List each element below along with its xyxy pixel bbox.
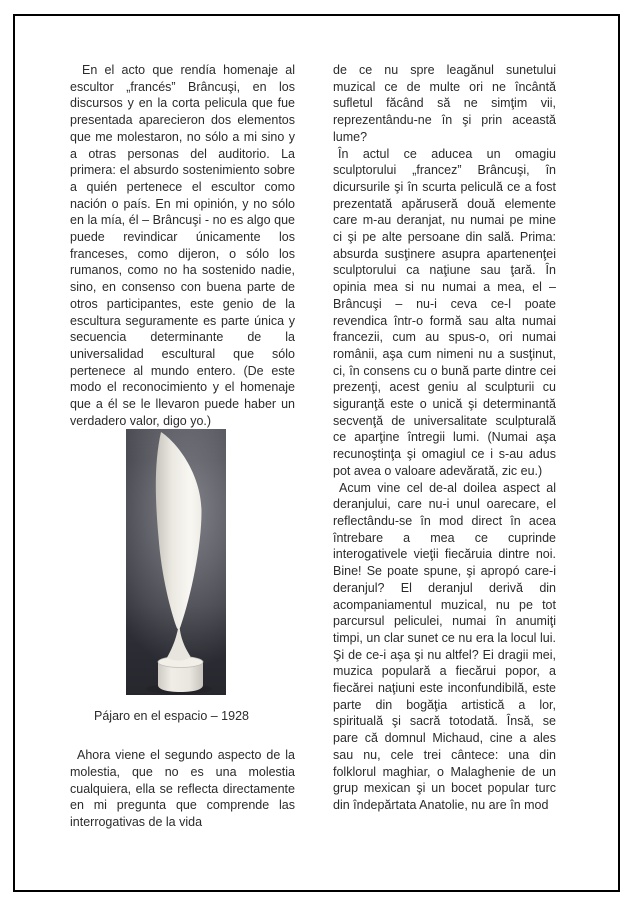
paragraph-spanish-1: En el acto que rendía homenaje al escultor „francés” Brâncuşi, en los discursos y en la corta pelicula que fue presentada aparecieron dos elementos que me molestaron, no sólo a mi sino y a otras personas del auditorio. La primera: el absurdo sostenimiento sobre a quién pertenece el escultor como nación o país. En mi opinión, y no sólo en la mía, él – Brâncuşi - no es algo que puede revindicar únicamente los franceses, como dijeron, o sólo los rumanos, como no ha sostenido nadie, sino, en consenso con buena parte de otros participantes, este genio de la escultura seguramente es parte única y secuencia determinante de la universalidad escultural que sólo pertenece al mundo entero. (De este modo el reconocimiento y el homenaje que a él se le llevaron puede haber un verdadero valor, digo yo.) [70, 63, 295, 428]
paragraph-spanish-2: Ahora viene el segundo aspecto de la molestia, que no es una molestia cualquiera, ella se reflecta directamente en mi pregunta que comprende las interrogativas de la vida [70, 748, 295, 829]
paragraph-romanian-1: de ce nu spre leagănul sunetului muzical ce de multe ori ne încântă sufletul făcând să ne simţim vii, reprezentându-ne în şi prin această lume? [333, 63, 556, 144]
sculpture-photo [126, 429, 226, 695]
left-column [70, 62, 295, 831]
sculpture-blade [156, 432, 202, 629]
right-column [333, 62, 556, 831]
paragraph-romanian-2: În actul ce aducea un omagiu sculptorului „francez” Brâncuşi, în dicursurile şi în scurta peliculă ce a fost prezentată apăruseră două elemente care m-au deranjat, nu numai pe mine ci şi pe alte persoane din sală. Prima: absurda susţinere asupra apartenenţei sculptorului ca naţiune sau ţară. În opinia mea si nu numai a mea, el – Brâncuşi – nu-i ceva ce-l poate revendica într-o formă sau alta numai francezii, cum au spus-o, ori numai românii, aşa cum nimeni nu a susţinut, ci, în consens cu o bună parte dintre cei prezenţi, acest geniu al sculpturii cu siguranţă este o unică şi determinantă secvenţă de universalitate sculpturală ce aparţine întregii lumi. (Numai aşa recunoştinţa şi omagiul ce i s-au adus pot avea o valoare adevărată, zic eu.) [333, 146, 556, 478]
paragraph-romanian-3: Acum vine cel de-al doilea aspect al deranjului, care nu-i unul oarecare, el reflectându-se în mod direct în acea întrebare a mea ce cuprinde interogativele vieţii fiecăruia dintre noi. Bine! Se poate spune, şi apropó care-i deranjul? El deranjul derivă din acompaniamentul muzical, nu pe tot parcursul peliculei, numai în anumiţi timpi, un clar sunet ce nu era la locul lui. Şi de ce-i aşa şi nu altfel? Ei dragii mei, muzica populară a fiecărui popor, a fiecărei naţiuni este inconfundibilă, este parte din bogăţia artistică a lor, spirituală şi sacră totodată. Însă, se pare că domnul Michaud, cine a ales sau nu, cele trei cântece: una din folklorul maghiar, o Malaghenie de un grup mexican şi un bocet popular turc din îndepărtata Anatolie, nu are în mod [333, 480, 556, 812]
sculpture-cone-foot [167, 626, 191, 661]
figure-caption: Pájaro en el espacio – 1928 [94, 709, 249, 724]
two-column-text [70, 62, 556, 831]
bird-in-space-sculpture-illustration [126, 429, 226, 695]
